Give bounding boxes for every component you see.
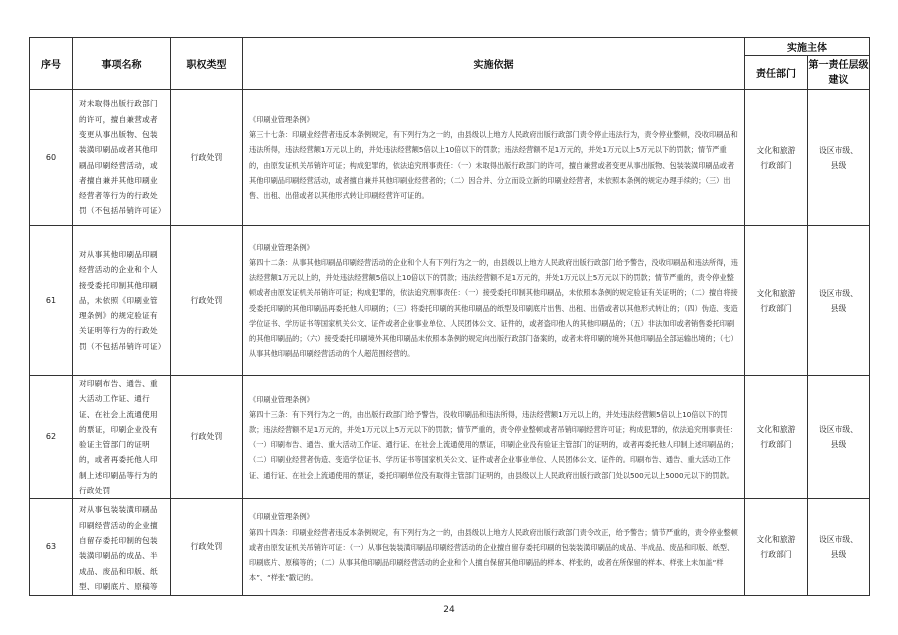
responsibility-level: 设区市级、县级 [808, 226, 870, 376]
table-row [30, 226, 870, 376]
responsibility-level: 设区市级、县级 [808, 376, 870, 499]
authority-type: 行政处罚 [171, 226, 243, 376]
table-row [30, 90, 870, 226]
header-name: 事项名称 [73, 38, 171, 90]
row-number: 63 [30, 499, 73, 596]
table-row [30, 499, 870, 596]
responsible-dept: 文化和旅游行政部门 [745, 226, 808, 376]
item-name: 对未取得出版行政部门的许可，擅自兼营或者变更从事出版物、包装装潢印刷品或者其他印刷品印刷经营活动，或者擅自兼并其他印刷业经营者等行为的行政处罚（不包括吊销许可证） [73, 90, 171, 226]
legal-basis [243, 90, 745, 226]
responsibility-level: 设区市级、县级 [808, 90, 870, 226]
responsible-dept: 文化和旅游行政部门 [745, 376, 808, 499]
header-level: 第一责任层级建议 [808, 56, 870, 90]
law-title: 《印刷业管理条例》 [249, 242, 314, 252]
law-text: 第四十四条：印刷业经营者违反本条例规定，有下列行为之一的，由县级以上地方人民政府出版行政部门责令改正，给予警告；情节严重的，责令停业整顿或者由原发证机关吊销许可证：（一）从事包装装潢印刷品印刷经营活动的企业擅自留存委托印刷的包装装潢印刷品的成品、半成品、废品和印版、纸型、印刷底片、原稿等的；（二）从事其他印刷品印刷经营活动的企业和个人擅自保留其他印刷品的样本、样张的，或者在所保留的样本、样张上未加盖“样本”、“样张”戳记的。 [249, 527, 738, 583]
header-subject: 实施主体 [745, 38, 870, 56]
row-number: 62 [30, 376, 73, 499]
legal-basis [243, 226, 745, 376]
header-type: 职权类型 [171, 38, 243, 90]
header-basis: 实施依据 [243, 38, 745, 90]
row-number: 61 [30, 226, 73, 376]
law-title: 《印刷业管理条例》 [249, 114, 314, 124]
responsible-dept: 文化和旅游行政部门 [745, 90, 808, 226]
legal-basis [243, 376, 745, 499]
law-title: 《印刷业管理条例》 [249, 394, 314, 404]
item-name: 对从事包装装潢印刷品印刷经营活动的企业擅自留存委托印制的包装装潢印刷品的成品、半成品、废品和印版、纸型、印刷底片、原稿等 [73, 499, 171, 596]
header-dept: 责任部门 [745, 56, 808, 90]
authority-type: 行政处罚 [171, 90, 243, 226]
item-name: 对从事其他印刷品印刷经营活动的企业和个人接受委托印制其他印刷品，未依照《印刷业管理条例》的规定验证有关证明等行为的行政处罚（不包括吊销许可证） [73, 226, 171, 376]
law-text: 第四十二条：从事其他印刷品印刷经营活动的企业和个人有下列行为之一的，由县级以上地方人民政府出版行政部门给予警告，没收印刷品和违法所得，违法经营额1万元以上的，并处违法经营额5倍以上10倍以下的罚款；违法经营额不足1万元的，并处1万元以上5万元以下的罚款；情节严重的，责令停业整顿或者由原发证机关吊销许可证；构成犯罪的，依法追究刑事责任：（一）接受委托印制其他印刷品，未依照本条例的规定验证有关证明的；（二）擅自将接受委托印刷的其他印刷品再委托他人印刷的；（三）将委托印刷的其他印刷品的纸型及印刷底片出售、出租、出借或者以其他形式转让的；（四）伪造、变造学位证书、学历证书等国家机关公文、证件或者企业事业单位、人民团体公文、证件的，或者盗印他人的其他印刷品的；（五）非法加印或者销售委托印刷的其他印刷品的；（六）接受委托印刷境外其他印刷品未依照本条例的规定向出版行政部门备案的，或者未将印刷的境外其他印刷品全部运输出境的；（七）从事其他印刷品印刷经营活动的个人超范围经营的。 [249, 257, 738, 359]
authority-type: 行政处罚 [171, 376, 243, 499]
row-number: 60 [30, 90, 73, 226]
law-text: 第三十七条：印刷业经营者违反本条例规定，有下列行为之一的，由县级以上地方人民政府出版行政部门责令停止违法行为，责令停业整顿，没收印刷品和违法所得，违法经营额1万元以上的，并处违法经营额5倍以上10倍以下的罚款；违法经营额不足1万元的，并处1万元以上5万元以下的罚款；情节严重的，由原发证机关吊销许可证；构成犯罪的，依法追究刑事责任：（一）未取得出版行政部门的许可，擅自兼营或者变更从事出版物、包装装潢印刷品或者其他印刷品印刷经营活动，或者擅自兼并其他印刷业经营者的；（二）因合并、分立而设立新的印刷业经营者，未依照本条例的规定办理手续的；（三）出售、出租、出借或者以其他形式转让印刷经营许可证的。 [249, 130, 738, 200]
item-name: 对印刷布告、通告、重大活动工作证、通行证、在社会上流通使用的票证，印刷企业没有验证主管部门的证明的，或者再委托他人印制上述印刷品等行为的行政处罚 [73, 376, 171, 499]
header-seq: 序号 [30, 38, 73, 90]
legal-basis [243, 499, 745, 596]
table-row [30, 376, 870, 499]
page-number: 24 [443, 605, 455, 615]
responsible-dept: 文化和旅游行政部门 [745, 499, 808, 596]
authority-type: 行政处罚 [171, 499, 243, 596]
authority-table [29, 37, 870, 596]
law-text: 第四十三条：有下列行为之一的，由出版行政部门给予警告，没收印刷品和违法所得，违法经营额1万元以上的，并处违法经营额5倍以上10倍以下的罚款；违法经营额不足1万元的，并处1万元以上5万元以下的罚款；情节严重的，责令停业整顿或者吊销印刷经营许可证；构成犯罪的，依法追究刑事责任：（一）印刷布告、通告、重大活动工作证、通行证、在社会上流通使用的票证，印刷企业没有验证主管部门的证明的，或者再委托他人印制上述印刷品的；（二）印刷业经营者伪造、变造学位证书、学历证书等国家机关公文、证件或者企业事业单位、人民团体公文、证件的。印刷布告、通告、重大活动工作证、通行证、在社会上流通使用的票证，委托印刷单位没有取得主管部门证明的，由县级以上人民政府出版行政部门处以500元以上5000元以下的罚款。 [249, 409, 738, 480]
responsibility-level: 设区市级、县级 [808, 499, 870, 596]
law-title: 《印刷业管理条例》 [249, 512, 314, 522]
